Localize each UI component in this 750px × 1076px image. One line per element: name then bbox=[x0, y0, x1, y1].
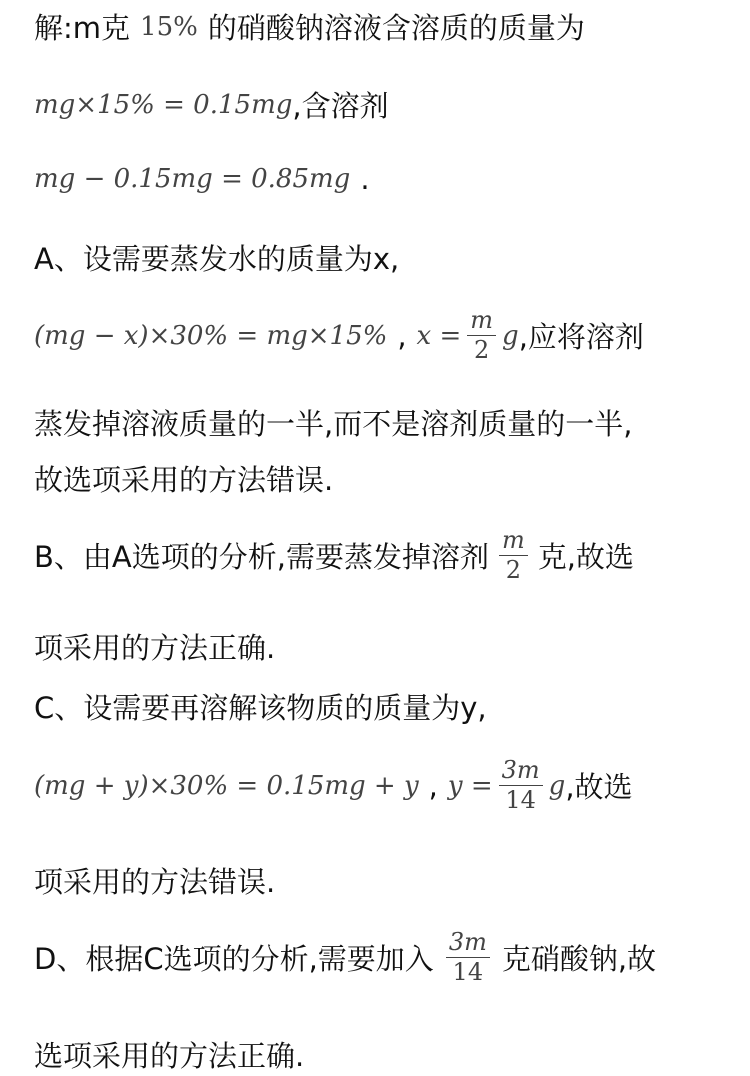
option-c-conclusion-text: 项采用的方法错误. bbox=[34, 865, 276, 899]
option-a-explanation-text: 蒸发掉溶液质量的一半,而不是溶剂质量的一半, bbox=[34, 407, 633, 441]
math-y-equals: y = bbox=[447, 770, 493, 801]
line-option-a-equation bbox=[34, 308, 730, 363]
option-b-tail-text: 克,故选 bbox=[537, 540, 634, 575]
intro-text-1: 解:m克 bbox=[34, 11, 131, 45]
fraction-numerator: 3m bbox=[499, 758, 543, 786]
line-option-c bbox=[34, 686, 730, 727]
line-solvent-mass bbox=[34, 162, 730, 196]
option-a-conclusion-text: 故选项采用的方法错误. bbox=[34, 463, 334, 497]
line-option-b-conclusion bbox=[34, 626, 730, 667]
option-b-conclusion-text: 项采用的方法正确. bbox=[34, 631, 276, 665]
line-option-d bbox=[34, 930, 730, 985]
math-unit-g: g bbox=[502, 320, 519, 351]
option-a-text: A、设需要蒸发水的质量为x, bbox=[34, 242, 400, 276]
fraction-numerator: m bbox=[467, 308, 496, 336]
math-option-c-equation: (mg + y)×30% = 0.15mg + y bbox=[34, 770, 419, 801]
line-option-a-explanation bbox=[34, 402, 730, 443]
fraction-denominator: 2 bbox=[474, 336, 490, 365]
math-x-equals: x = bbox=[416, 320, 462, 351]
option-d-conclusion-text: 选项采用的方法正确. bbox=[34, 1039, 305, 1073]
line-option-a-conclusion bbox=[34, 458, 730, 499]
math-unit-g: g bbox=[548, 770, 566, 801]
fraction-m-over-2-b bbox=[499, 528, 528, 583]
solvent-text: ,含溶剂 bbox=[292, 89, 389, 123]
intro-text-2: 的硝酸钠溶液含溶质的质量为 bbox=[207, 11, 585, 45]
fraction-denominator: 2 bbox=[505, 556, 521, 585]
fraction-numerator: 3m bbox=[446, 930, 490, 958]
line-solute-mass bbox=[34, 84, 730, 125]
fraction-denominator: 14 bbox=[452, 958, 484, 987]
math-solvent-equation: mg − 0.15mg = 0.85mg bbox=[34, 164, 351, 194]
option-c-tail-text: ,故选 bbox=[565, 770, 633, 805]
option-b-text: B、由A选项的分析,需要蒸发掉溶剂 bbox=[34, 540, 489, 575]
fraction-m-over-2 bbox=[467, 308, 496, 363]
period-text: . bbox=[360, 162, 370, 196]
option-d-tail-text: 克硝酸钠,故 bbox=[501, 942, 657, 977]
line-option-d-conclusion bbox=[34, 1034, 730, 1075]
option-d-text: D、根据C选项的分析,需要加入 bbox=[34, 942, 434, 977]
option-a-tail-text: ,应将溶剂 bbox=[518, 320, 644, 355]
math-option-a-equation: (mg − x)×30% = mg×15% bbox=[34, 320, 388, 351]
comma-text: , bbox=[428, 768, 438, 803]
option-c-text: C、设需要再溶解该物质的质量为y, bbox=[34, 691, 487, 725]
fraction-denominator: 14 bbox=[505, 786, 536, 815]
math-solute-equation: mg×15% = 0.15mg bbox=[34, 89, 293, 120]
line-intro bbox=[34, 6, 730, 47]
comma-text: , bbox=[397, 318, 407, 353]
math-percent-15: 15% bbox=[140, 11, 198, 42]
line-option-c-conclusion bbox=[34, 860, 730, 901]
fraction-numerator: m bbox=[499, 528, 528, 556]
fraction-3m-over-14 bbox=[499, 758, 543, 813]
line-option-c-equation bbox=[34, 758, 730, 813]
line-option-a bbox=[34, 237, 730, 278]
line-option-b bbox=[34, 528, 730, 583]
fraction-3m-over-14-d bbox=[446, 930, 490, 985]
